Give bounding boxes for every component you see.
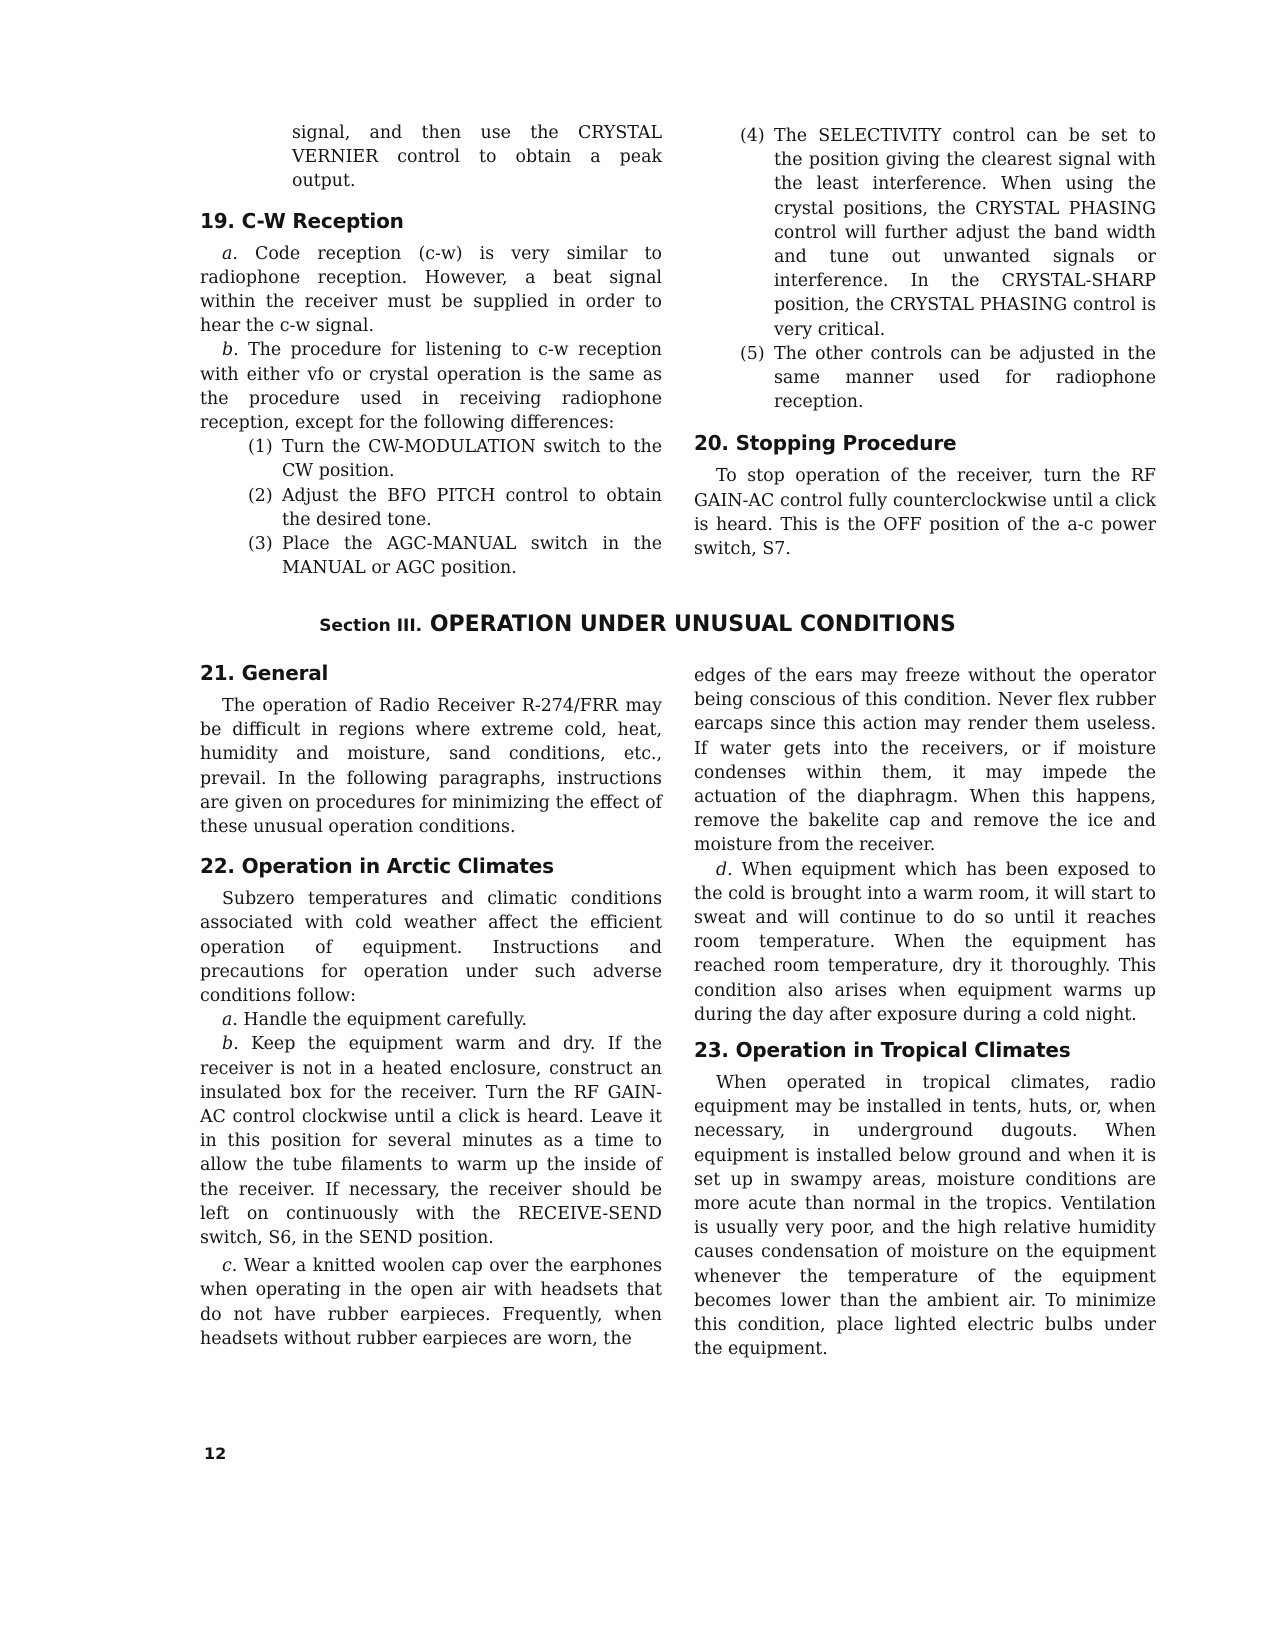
item-text: Turn the CW-MODULATION switch to the CW position. xyxy=(282,437,662,482)
heading-20: 20. Stopping Procedure xyxy=(694,431,957,456)
list-item xyxy=(248,532,662,580)
sub-label-c: c xyxy=(222,1256,232,1277)
paragraph-text: . When equipment which has been exposed to the cold is brought into a warm room, it will start to sweat and will continue to do so until it reaches room temperature. When the equipment has reached room temperature, dry it thoroughly. This condition also arises when equipment warms up during the day after exposure during a cold night. xyxy=(694,859,1156,1025)
page-number: 12 xyxy=(204,1444,227,1463)
paragraph-22a xyxy=(200,1008,662,1032)
bottom-left-column xyxy=(200,660,662,1351)
paragraph-text: . Handle the equipment carefully. xyxy=(232,1010,528,1031)
heading-19: 19. C-W Reception xyxy=(200,208,404,233)
sub-label-b: b xyxy=(222,340,234,361)
bottom-right-column xyxy=(694,664,1156,1361)
item-text: The other controls can be adjusted in the same manner used for radiophone reception. xyxy=(774,343,1156,413)
list-item xyxy=(740,342,1156,415)
paragraph-22c-continued: edges of the ears may freeze without the operator being conscious of this condition. Never flex rubber earcaps since this action may render them useless. If water gets into the receivers, or if moisture condenses within them, it may impede the actuation of the diaphragm. When this happens, remove the bakelite cap and remove the ice and moisture from the receiver. xyxy=(694,666,1156,856)
paragraph-19b xyxy=(200,338,662,435)
continuation-paragraph: signal, and then use the CRYSTAL VERNIER control to obtain a peak output. xyxy=(292,123,662,192)
sub-label-a: a xyxy=(222,1010,233,1031)
item-number: (5) xyxy=(740,343,765,364)
item-number: (1) xyxy=(248,437,273,458)
paragraph-text: . Code reception (c-w) is very similar to radiophone reception. However, a beat signal within the receiver must be supplied in order to hear the c-w signal. xyxy=(200,243,662,337)
list-item xyxy=(740,124,1156,342)
item-number: (4) xyxy=(740,126,765,146)
paragraph-22c xyxy=(200,1254,662,1351)
section-title xyxy=(0,612,1275,637)
sub-label-a: a xyxy=(222,243,233,264)
top-right-column xyxy=(694,124,1156,561)
item-text: Adjust the BFO PITCH control to obtain the desired tone. xyxy=(282,485,662,530)
paragraph-22b xyxy=(200,1032,662,1250)
item-number: (2) xyxy=(248,485,273,506)
section-prefix: Section III. xyxy=(319,616,423,636)
list-item xyxy=(248,435,662,483)
paragraph-text: . Keep the equipment warm and dry. If the receiver is not in a heated enclosure, construct an insulated box for the receiver. Turn the RF GAIN-AC control clockwise until a click is heard. Leave it in this position for several minutes as a time to allow the tube filaments to warm up the inside of the receiver. If necessary, the receiver should be left on continuously with the RECEIVE-SEND switch, S6, in the SEND position. xyxy=(200,1034,662,1249)
paragraph-19a xyxy=(200,242,662,339)
paragraph-22-intro: Subzero temperatures and climatic conditions associated with cold weather affect the efficient operation of equipment. Instructions and precautions for operation under such adverse conditions follow: xyxy=(200,889,662,1007)
paragraph-text: . The procedure for listening to c-w reception with either vfo or crystal operation is the same as the procedure used in receiving radiophone reception, except for the following differences: xyxy=(200,340,662,434)
sub-label-b: b xyxy=(222,1034,234,1055)
heading-22: 22. Operation in Arctic Climates xyxy=(200,854,554,879)
paragraph-22d xyxy=(694,858,1156,1027)
paragraph-21: The operation of Radio Receiver R-274/FRR may be difficult in regions where extreme cold, heat, humidity and moisture, sand conditions, etc., prevail. In the following paragraphs, instructions are given on procedures for minimizing the effect of these unusual operation conditions. xyxy=(200,696,662,838)
top-left-column xyxy=(200,121,662,580)
heading-23: 23. Operation in Tropical Climates xyxy=(694,1038,1071,1063)
paragraph-text: . Wear a knitted woolen cap over the earphones when operating in the open air with headsets that do not have rubber earpieces. Frequently, when headsets without rubber earpieces are worn, the xyxy=(200,1256,662,1349)
procedure-list xyxy=(200,435,662,580)
item-text: Place the AGC-MANUAL switch in the MANUAL or AGC position. xyxy=(282,534,662,579)
item-text: The SELECTIVITY control can be set to the position giving the clearest signal with the least interference. When using the crystal positions, the CRYSTAL PHASING control will further adjust the band width and tune out unwanted signals or interference. In the CRYSTAL-SHARP position, the CRYSTAL PHASING control is very critical. xyxy=(774,126,1156,340)
list-item xyxy=(248,484,662,532)
procedure-list-continued xyxy=(694,124,1156,414)
heading-21: 21. General xyxy=(200,661,329,685)
paragraph-23: When operated in tropical climates, radio equipment may be installed in tents, huts, or, when necessary, in underground dugouts. When equipment is installed below ground and when it is set up in swampy areas, moisture conditions are more acute than normal in the tropics. Ventilation is usually very poor, and the high relative humidity causes condensation of moisture on the equipment whenever the temperature of the equipment becomes lower than the ambient air. To minimize this condition, place lighted electric bulbs under the equipment. xyxy=(694,1073,1156,1360)
sub-label-d: d xyxy=(716,859,728,880)
item-number: (3) xyxy=(248,534,273,555)
paragraph-20: To stop operation of the receiver, turn the RF GAIN-AC control fully counterclockwise until a click is heard. This is the OFF position of the a-c power switch, S7. xyxy=(694,466,1156,560)
section-heading: OPERATION UNDER UNUSUAL CONDITIONS xyxy=(429,612,956,637)
